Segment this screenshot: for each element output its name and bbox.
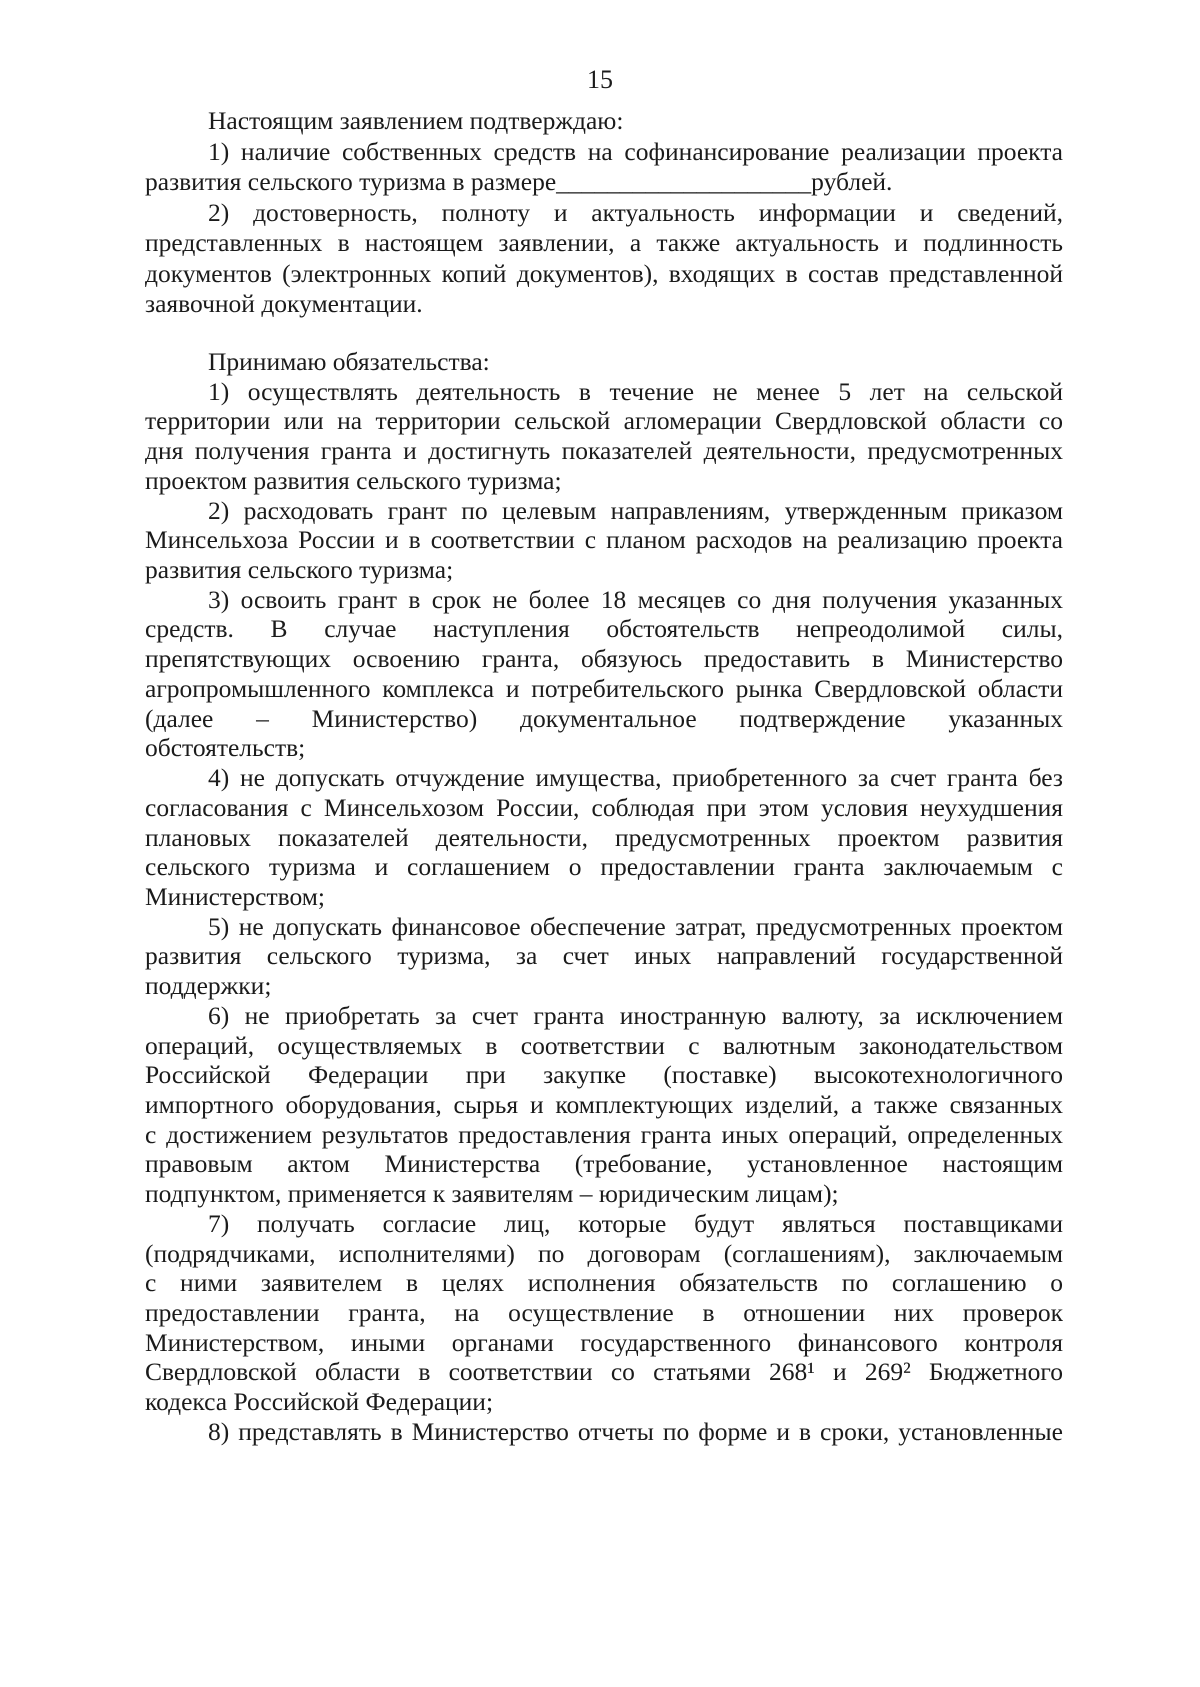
text-line: развития сельского туризма в размере____________________рублей.: [145, 167, 893, 196]
obligation-item: [145, 1001, 1063, 1209]
text-line: 2) расходовать грант по целевым направлениям, утвержденным приказом: [208, 495, 1063, 525]
section-heading: Настоящим заявлением подтверждаю:: [208, 106, 624, 135]
obligation-item: [145, 496, 1063, 585]
text-line: развития сельского туризма;: [145, 555, 454, 585]
text-line: 1) осуществлять деятельность в течение не менее 5 лет на сельской: [208, 376, 1063, 406]
text-line: дня получения гранта и достигнуть показателей деятельности, предусмотренных: [145, 436, 1063, 466]
text-line: представленных в настоящем заявлении, а также актуальность и подлинность: [145, 228, 1063, 257]
text-line: (подрядчиками, исполнителями) по договорам (соглашениям), заключаемым: [145, 1238, 1063, 1268]
text-line: 8) представлять в Министерство отчеты по форме и в сроки, установленные: [208, 1416, 1063, 1446]
text-line: средств. В случае наступления обстоятельств непреодолимой силы,: [145, 614, 1063, 644]
text-line: заявочной документации.: [145, 289, 423, 318]
text-line: правовым актом Министерства (требование, установленное настоящим: [145, 1149, 1063, 1179]
obligation-item: [145, 912, 1063, 1001]
text-line: предоставлении гранта, на осуществление в отношении них проверок: [145, 1298, 1063, 1327]
text-line: Министерством, иными органами государственного финансового контроля: [145, 1327, 1063, 1357]
text-line: 4) не допускать отчуждение имущества, приобретенного за счет гранта без: [208, 763, 1063, 793]
confirmation-item: [145, 198, 1063, 320]
text-line: (далее – Министерство) документальное подтверждение указанных: [145, 703, 1063, 733]
text-line: Российской Федерации при закупке (поставке) высокотехнологичного: [145, 1060, 1063, 1090]
text-line: 3) освоить грант в срок не более 18 месяцев со дня получения указанных: [208, 584, 1063, 614]
text-line: импортного оборудования, сырья и комплектующих изделий, а также связанных: [145, 1089, 1063, 1119]
text-line: операций, осуществляемых в соответствии с валютным законодательством: [145, 1030, 1063, 1060]
text-line: агропромышленного комплекса и потребительского рынка Свердловской области: [145, 673, 1063, 703]
text-line: обстоятельств;: [145, 733, 306, 763]
text-line: согласования с Минсельхозом России, соблюдая при этом условия неухудшения: [145, 792, 1063, 822]
text-line: кодекса Российской Федерации;: [145, 1387, 494, 1417]
text-line: 1) наличие собственных средств на софинансирование реализации проекта: [208, 136, 1063, 166]
text-line: документов (электронных копий документов), входящих в состав представленной: [145, 258, 1063, 288]
text-line: развития сельского туризма, за счет иных направлений государственной: [145, 941, 1063, 971]
text-line: плановых показателей деятельности, предусмотренных проектом развития: [145, 822, 1063, 852]
obligation-item: [145, 377, 1063, 496]
text-line: 6) не приобретать за счет гранта иностранную валюту, за исключением: [208, 1000, 1063, 1030]
text-line: с ними заявителем в целях исполнения обязательств по соглашению о: [145, 1268, 1063, 1298]
text-line: Минсельхоза России и в соответствии с планом расходов на реализацию проекта: [145, 525, 1063, 555]
obligation-item: [145, 763, 1063, 912]
text-line: Министерством;: [145, 881, 325, 911]
confirmations-section: [145, 106, 1063, 320]
text-line: территории или на территории сельской агломерации Свердловской области со: [145, 406, 1063, 436]
obligation-item: [145, 1417, 1063, 1447]
text-line: препятствующих освоению гранта, обязуюсь предоставить в Министерство: [145, 644, 1063, 674]
text-line: подпунктом, применяется к заявителям – юридическим лицам);: [145, 1179, 839, 1209]
text-line: проектом развития сельского туризма;: [145, 465, 562, 495]
obligations-section: [145, 347, 1063, 1447]
page-number: 15: [587, 65, 613, 94]
text-line: 2) достоверность, полноту и актуальность информации и сведений,: [208, 197, 1063, 227]
text-line: сельского туризма и соглашением о предоставлении гранта заключаемым с: [145, 852, 1063, 882]
text-line: поддержки;: [145, 971, 272, 1001]
text-line: Свердловской области в соответствии со статьями 268¹ и 269² Бюджетного: [145, 1357, 1063, 1387]
section-heading: Принимаю обязательства:: [208, 347, 490, 376]
text-line: с достижением результатов предоставления гранта иных операций, определенных: [145, 1119, 1063, 1149]
text-line: 5) не допускать финансовое обеспечение затрат, предусмотренных проектом: [208, 911, 1063, 941]
confirmation-item: [145, 137, 1063, 198]
obligation-item: [145, 1209, 1063, 1417]
text-line: 7) получать согласие лиц, которые будут являться поставщиками: [208, 1208, 1063, 1238]
obligation-item: [145, 585, 1063, 763]
